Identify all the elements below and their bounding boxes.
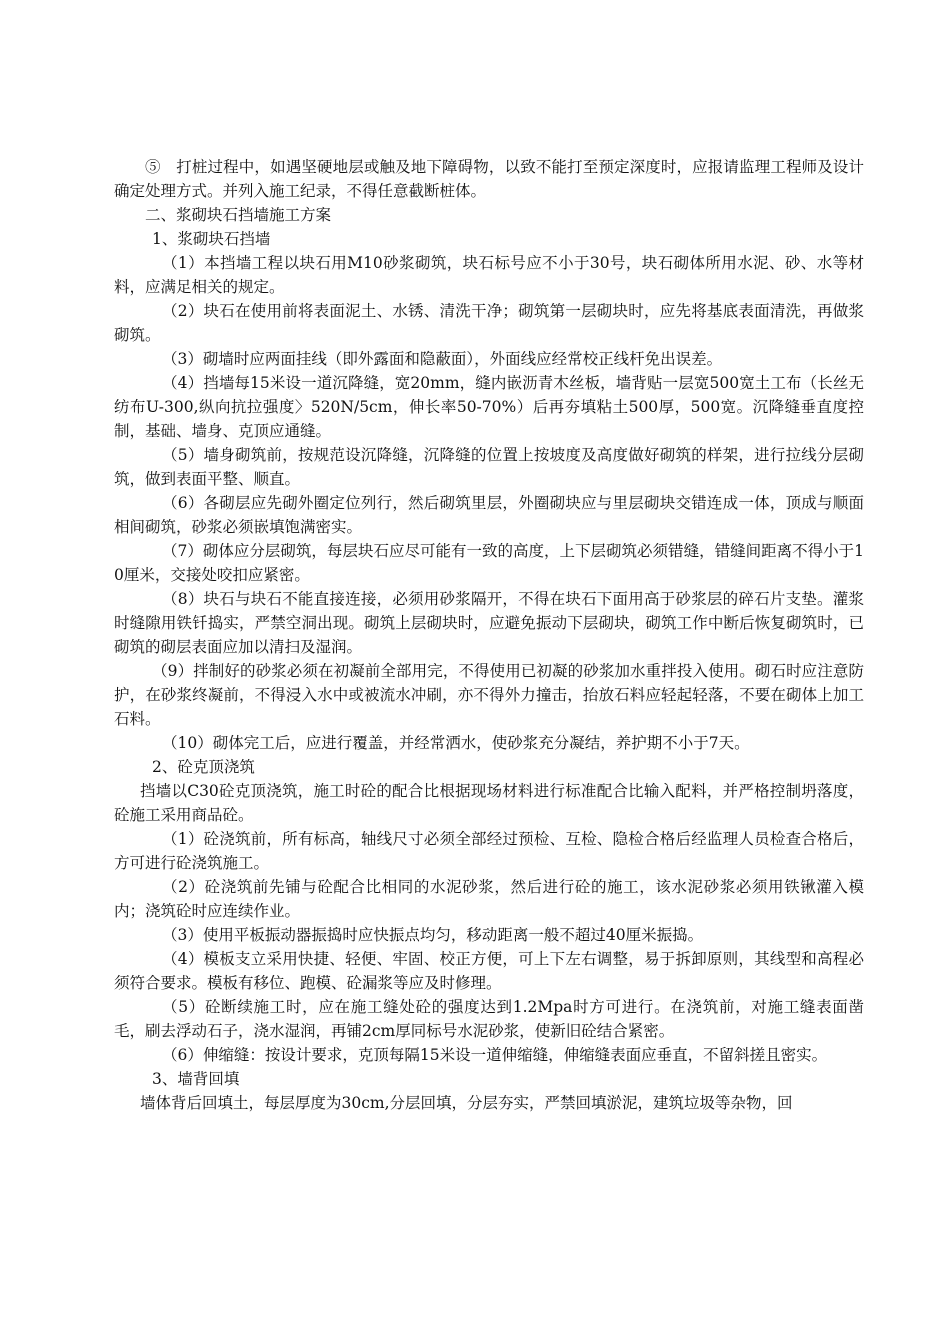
subsection-heading-1: 1、浆砌块石挡墙 xyxy=(152,230,271,248)
paragraph-item-3: （3）砌墙时应两面挂线（即外露面和隐蔽面），外面线应经常校正线杆免出误差。 xyxy=(162,350,723,368)
paragraph-concrete-item-6: （6）伸缩缝：按设计要求，克顶每隔15米设一道伸缩缝，伸缩缝表面应垂直，不留斜搓且密实。 xyxy=(162,1046,828,1064)
paragraph-concrete-item-4: （4）模板支立采用快捷、轻便、牢固、校正方便，可上下左右调整，易于拆卸原则，其线型和高程必须符合要求。模板有移位、跑模、砼漏浆等应及时修理。 xyxy=(114,950,864,992)
paragraph-concrete-intro: 挡墙以C30砼克顶浇筑，施工时砼的配合比根据现场材料进行标准配合比输入配料，并严格控制坍落度，砼施工采用商品砼。 xyxy=(114,782,864,824)
section-heading-2: 二、浆砌块石挡墙施工方案 xyxy=(145,206,332,224)
paragraph-piling-obstacle: ⑤ 打桩过程中，如遇坚硬地层或触及地下障碍物，以致不能打至预定深度时，应报请监理工程师及设计确定处理方式。并列入施工纪录，不得任意截断桩体。 xyxy=(114,158,864,200)
paragraph-concrete-item-1: （1）砼浇筑前，所有标高，轴线尺寸必须全部经过预检、互检、隐检合格后经监理人员检查合格后，方可进行砼浇筑施工。 xyxy=(114,830,864,872)
paragraph-item-9: （9）拌制好的砂浆必须在初凝前全部用完，不得使用已初凝的砂浆加水重拌投入使用。砌石时应注意防护，在砂浆终凝前，不得浸入水中或被流水冲刷，亦不得外力撞击，抬放石料应轻起轻落，不要在砌体上加工石料。 xyxy=(114,662,864,728)
paragraph-item-4: （4）挡墙每15米设一道沉降缝，宽20mm，缝内嵌沥青木丝板，墙背贴一层宽500宽土工布（长丝无纺布U-300,纵向抗拉强度〉520N/5cm，伸长率50-70%）后再夯填粘土500厚，500宽。沉降缝垂直度控制，基础、墙身、克顶应通缝。 xyxy=(114,374,864,440)
paragraph-item-2: （2）块石在使用前将表面泥土、水锈、清洗干净；砌筑第一层砌块时，应先将基底表面清洗，再做浆砌筑。 xyxy=(114,302,864,344)
subsection-heading-3: 3、墙背回填 xyxy=(152,1070,240,1088)
document-body xyxy=(114,155,864,1115)
paragraph-item-1: （1）本挡墙工程以块石用M10砂浆砌筑，块石标号应不小于30号，块石砌体所用水泥、砂、水等材料，应满足相关的规定。 xyxy=(114,254,864,296)
paragraph-item-10: （10）砌体完工后，应进行覆盖，并经常洒水，使砂浆充分凝结，养护期不小于7天。 xyxy=(162,734,750,752)
paragraph-concrete-item-5: （5）砼断续施工时，应在施工缝处砼的强度达到1.2Mpa时方可进行。在浇筑前，对施工缝表面凿毛，刷去浮动石子，浇水湿润，再铺2cm厚同标号水泥砂浆，使新旧砼结合紧密。 xyxy=(114,998,864,1040)
subsection-heading-2: 2、砼克顶浇筑 xyxy=(152,758,255,776)
paragraph-concrete-item-2: （2）砼浇筑前先铺与砼配合比相同的水泥砂浆，然后进行砼的施工，该水泥砂浆必须用铁锹灌入模内；浇筑砼时应连续作业。 xyxy=(114,878,864,920)
paragraph-item-6: （6）各砌层应先砌外圈定位列行，然后砌筑里层，外圈砌块应与里层砌块交错连成一体，顶成与顺面相间砌筑，砂浆必须嵌填饱满密实。 xyxy=(114,494,864,536)
paragraph-item-8: （8）块石与块石不能直接连接，必须用砂浆隔开，不得在块石下面用高于砂浆层的碎石片支垫。灌浆时缝隙用铁钎捣实，严禁空洞出现。砌筑上层砌块时，应避免振动下层砌块，砌筑工作中断后恢复砌筑时，已砌筑的砌层表面应加以清扫及湿润。 xyxy=(114,590,864,656)
paragraph-item-5: （5）墙身砌筑前，按规范设沉降缝，沉降缝的位置上按坡度及高度做好砌筑的样架，进行拉线分层砌筑，做到表面平整、顺直。 xyxy=(114,446,864,488)
paragraph-item-7: （7）砌体应分层砌筑，每层块石应尽可能有一致的高度，上下层砌筑必须错缝，错缝间距离不得小于10厘米，交接处咬扣应紧密。 xyxy=(114,542,864,584)
paragraph-concrete-item-3: （3）使用平板振动器振捣时应快振点均匀，移动距离一般不超过40厘米振捣。 xyxy=(162,926,704,944)
paragraph-backfill: 墙体背后回填土，每层厚度为30cm,分层回填，分层夯实，严禁回填淤泥，建筑垃圾等杂物，回 xyxy=(140,1094,793,1112)
